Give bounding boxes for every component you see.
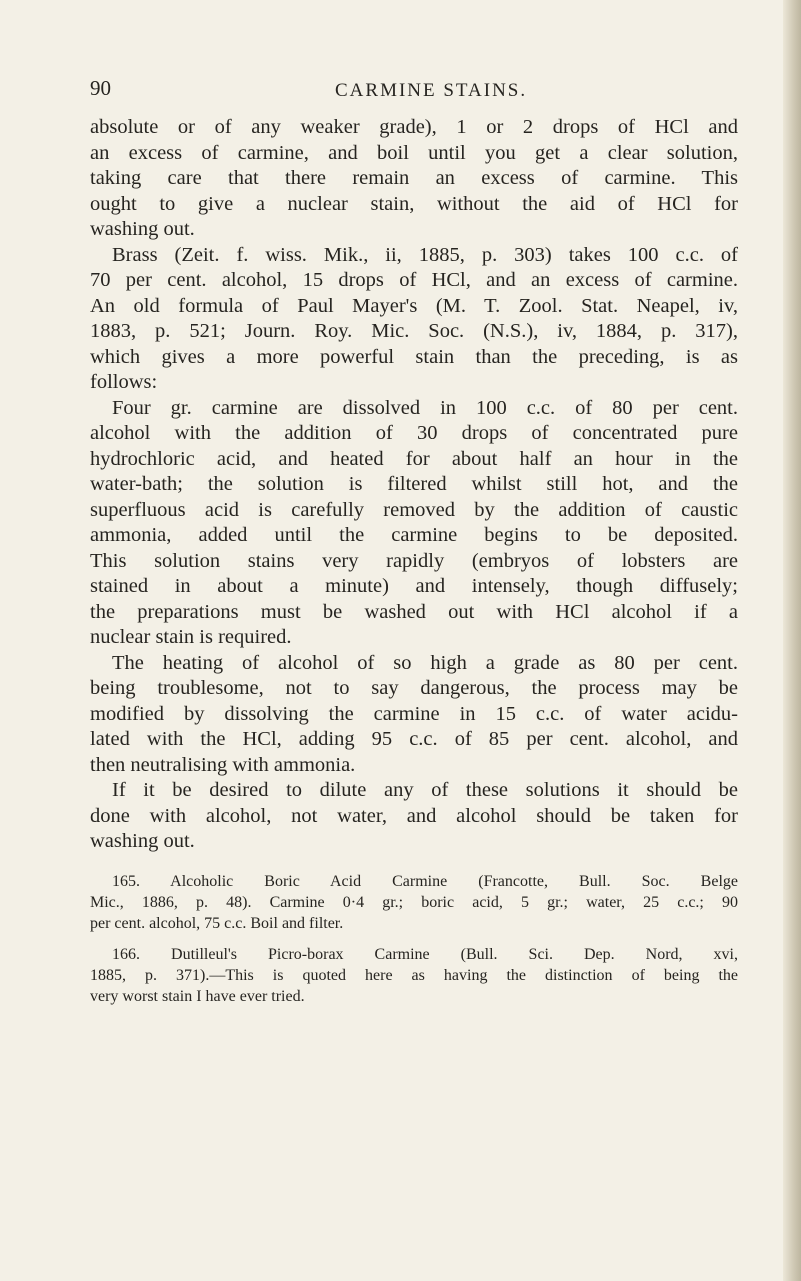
text-line: superfluous acid is carefully removed by the addition of caustic	[90, 498, 738, 521]
text-line: being troublesome, not to say dangerous, the process may be	[90, 677, 738, 699]
section-166-line: 166. Dutilleul's Picro-borax Carmine (Bull. Sci. Dep. Nord, xvi,	[112, 945, 738, 963]
text-line: water-bath; the solution is filtered whilst still hot, and the	[90, 473, 738, 495]
text-line: taking care that there remain an excess of carmine. This	[90, 167, 738, 189]
text-line: An old formula of Paul Mayer's (M. T. Zool. Stat. Neapel, iv,	[90, 294, 738, 317]
text-line: an excess of carmine, and boil until you get a clear solution,	[90, 141, 738, 164]
page-edge-shadow	[783, 0, 801, 1281]
section-165-line: per cent. alcohol, 75 c.c. Boil and filter.	[90, 914, 344, 932]
body-text	[90, 115, 738, 1007]
page-number: 90	[90, 76, 111, 100]
text-line: modified by dissolving the carmine in 15 c.c. of water acidu-	[90, 702, 738, 725]
section-166-line: very worst stain I have ever tried.	[90, 987, 305, 1005]
text-line: follows:	[90, 371, 158, 393]
text-line: washing out.	[90, 218, 195, 240]
text-line: nuclear stain is required.	[90, 626, 292, 648]
text-line: alcohol with the addition of 30 drops of concentrated pure	[90, 422, 738, 444]
text-line: This solution stains very rapidly (embryos of lobsters are	[90, 549, 738, 572]
text-line: The heating of alcohol of so high a grade as 80 per cent.	[112, 651, 738, 674]
page-header	[90, 76, 720, 106]
running-title: CARMINE STAINS.	[335, 80, 528, 101]
text-line: If it be desired to dilute any of these solutions it should be	[112, 779, 738, 801]
text-line: ammonia, added until the carmine begins to be deposited.	[90, 524, 738, 546]
section-165-line: Mic., 1886, p. 48). Carmine 0·4 gr.; boric acid, 5 gr.; water, 25 c.c.; 90	[90, 893, 738, 911]
text-line: Four gr. carmine are dissolved in 100 c.c. of 80 per cent.	[112, 396, 738, 419]
text-line: done with alcohol, not water, and alcohol should be taken for	[90, 804, 738, 827]
section-166-line: 1885, p. 371).—This is quoted here as having the distinction of being the	[90, 966, 738, 984]
section-165-line: 165. Alcoholic Boric Acid Carmine (Francotte, Bull. Soc. Belge	[112, 872, 738, 890]
text-line: 1883, p. 521; Journ. Roy. Mic. Soc. (N.S.), iv, 1884, p. 317),	[90, 320, 738, 342]
text-line: ought to give a nuclear stain, without the aid of HCl for	[90, 192, 738, 215]
text-line: the preparations must be washed out with HCl alcohol if a	[90, 600, 738, 623]
text-line: Brass (Zeit. f. wiss. Mik., ii, 1885, p. 303) takes 100 c.c. of	[112, 243, 738, 266]
text-line: lated with the HCl, adding 95 c.c. of 85 per cent. alcohol, and	[90, 728, 738, 750]
text-line: washing out.	[90, 830, 195, 852]
text-line: 70 per cent. alcohol, 15 drops of HCl, and an excess of carmine.	[90, 269, 738, 291]
text-line: which gives a more powerful stain than the preceding, is as	[90, 345, 738, 368]
text-line: then neutralising with ammonia.	[90, 753, 356, 776]
text-line: absolute or of any weaker grade), 1 or 2 drops of HCl and	[90, 116, 738, 138]
text-line: stained in about a minute) and intensely, though diffusely;	[90, 575, 738, 597]
text-line: hydrochloric acid, and heated for about half an hour in the	[90, 447, 738, 470]
